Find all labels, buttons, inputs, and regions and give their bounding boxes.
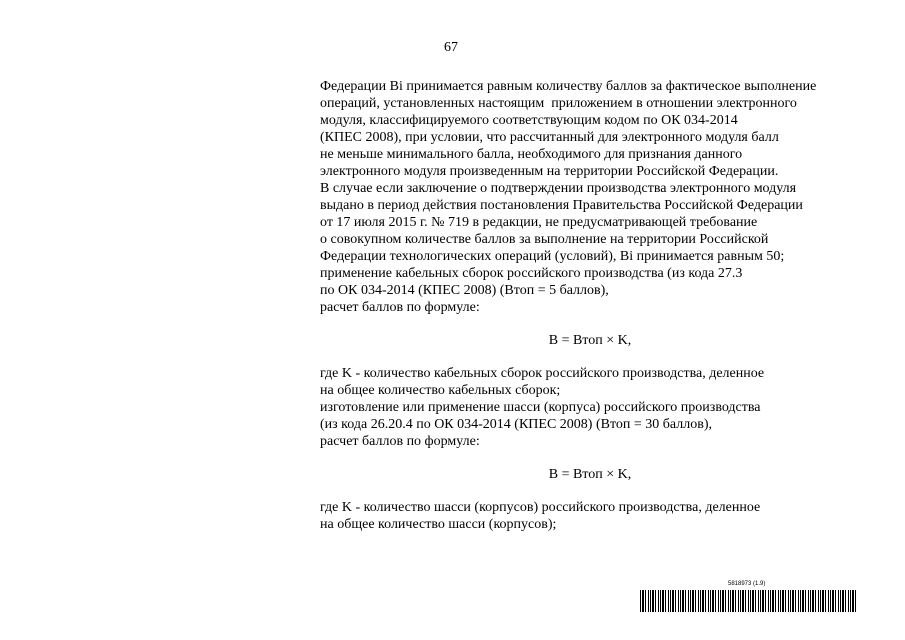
spacer <box>320 349 860 365</box>
text-line: где K - количество шасси (корпусов) российского производства, деленное <box>320 500 761 515</box>
text-line: (из кода 26.20.4 по ОК 034-2014 (КПЕС 2008) (Втоп = 30 баллов), <box>320 417 712 432</box>
text-line: операций, установленных настоящим приложением в отношении электронного <box>320 96 797 111</box>
text-line: расчет баллов по формуле: <box>320 300 480 315</box>
paragraph-2 <box>320 365 860 450</box>
text-line: выдано в период действия постановления Правительства Российской Федерации <box>320 198 803 213</box>
text-line: модуля, классифицируемого соответствующим кодом по ОК 034-2014 <box>320 113 738 128</box>
text-line: на общее количество кабельных сборок; <box>320 383 561 398</box>
spacer <box>320 450 860 466</box>
formula-1: В = Втоп × K, <box>548 333 632 348</box>
formula-2: В = Втоп × K, <box>548 467 632 482</box>
text-line: (КПЕС 2008), при условии, что рассчитанный для электронного модуля балл <box>320 130 779 145</box>
text-line: где K - количество кабельных сборок российского производства, деленное <box>320 366 765 381</box>
text-line: на общее количество шасси (корпусов); <box>320 517 557 532</box>
barcode-caption: 5818973 (1.9) <box>728 581 766 587</box>
spacer <box>320 316 860 332</box>
text-line: изготовление или применение шасси (корпуса) российского производства <box>320 400 761 415</box>
paragraph-3 <box>320 499 860 533</box>
text-line: Федерации Вi принимается равным количеству баллов за фактическое выполнение <box>320 79 817 94</box>
text-line: Федерации технологических операций (условий), Вi принимается равным 50; <box>320 249 785 264</box>
paragraph-1 <box>320 78 860 316</box>
text-line: применение кабельных сборок российского производства (из кода 27.3 <box>320 266 743 281</box>
text-line: расчет баллов по формуле: <box>320 434 480 449</box>
text-line: не меньше минимального балла, необходимого для признания данного <box>320 147 743 162</box>
body-text <box>320 78 860 533</box>
text-line: по ОК 034-2014 (КПЕС 2008) (Втоп = 5 баллов), <box>320 283 609 298</box>
text-line: В случае если заключение о подтверждении производства электронного модуля <box>320 181 797 196</box>
barcode-image <box>640 590 856 612</box>
spacer <box>320 483 860 499</box>
text-line: от 17 июля 2015 г. № 719 в редакции, не предусматривающей требование <box>320 215 758 230</box>
text-line: о совокупном количестве баллов за выполнение на территории Российской <box>320 232 769 247</box>
text-line: электронного модуля произведенным на территории Российской Федерации. <box>320 164 779 179</box>
page-number: 67 <box>444 40 458 55</box>
